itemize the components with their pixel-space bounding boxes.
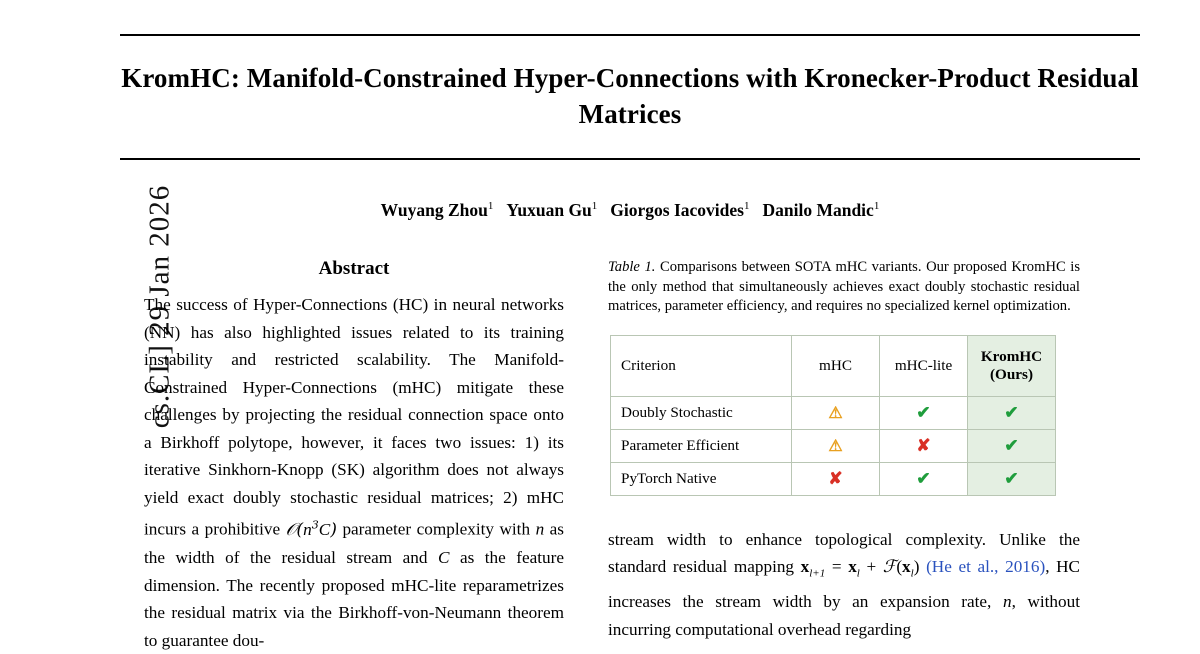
- table-row: [611, 462, 1056, 495]
- abstract-text: [144, 291, 564, 654]
- title-rule-bottom: [120, 158, 1140, 160]
- author: [381, 200, 494, 220]
- cross-icon: ✘: [828, 468, 843, 488]
- right-paragraph-part3: , without incurring computational overhead regarding: [608, 592, 1080, 639]
- right-column-paragraph: [608, 526, 1080, 643]
- check-icon: ✔: [916, 402, 931, 422]
- symbol-n: n: [535, 519, 545, 539]
- symbol-n: n: [1002, 592, 1012, 612]
- table-header-kromhc: [968, 335, 1056, 396]
- table-caption-text: Comparisons between SOTA mHC variants. Our proposed KromHC is the only method that simultaneously achieves exact doubly stochastic residual matrices, parameter efficiency, and requires no specialized kernel optimization.: [608, 259, 1081, 315]
- abstract-paragraph-main: The success of Hyper-Connections (HC) in neural networks (NN) has also highlighted issues related to its training instability and restricted scalability. The Manifold-Constrained Hyper-Connections (mHC) mitigate these challenges by projecting the residual connection space onto a Birkhoff polytope, however, it faces two issues: 1) its iterative Sinkhorn-Knopp (SK) algorithm does not always yield exact doubly stochastic residual matrices; 2) mHC incurs a prohibitive: [144, 295, 564, 539]
- citation-link[interactable]: (He et al., 2016): [926, 557, 1046, 577]
- abstract-tail-mid: as the width of the residual stream and: [144, 519, 564, 568]
- table-caption-label: Table 1.: [608, 259, 656, 275]
- author: [762, 200, 879, 220]
- abstract-complexity-label: parameter complexity with: [342, 519, 531, 539]
- comparison-table: [610, 335, 1056, 496]
- author-list: [120, 200, 1140, 221]
- table-cell-criterion: PyTorch Native: [611, 462, 792, 495]
- author-name: Wuyang Zhou: [380, 200, 488, 220]
- table-cell-mhc: [792, 462, 880, 495]
- table-header-row: [611, 335, 1056, 396]
- check-icon: ✔: [1004, 435, 1019, 455]
- table-row: [611, 429, 1056, 462]
- table-cell-mhc-lite: [880, 462, 968, 495]
- table-cell-mhc: [792, 429, 880, 462]
- author-affiliation-marker: 1: [743, 200, 750, 213]
- abstract-heading: Abstract: [318, 258, 390, 279]
- author-name: Giorgos Iacovides: [610, 200, 744, 220]
- table-cell-mhc: [792, 396, 880, 429]
- table-header-criterion: Criterion: [611, 335, 792, 396]
- warning-icon: ⚠: [828, 404, 843, 422]
- author: [610, 200, 749, 220]
- table-cell-mhc-lite: [880, 429, 968, 462]
- table-header-mhc-lite: mHC-lite: [880, 335, 968, 396]
- warning-icon: ⚠: [828, 437, 843, 455]
- author-name: Yuxuan Gu: [506, 200, 592, 220]
- table-row: [611, 396, 1056, 429]
- author-name: Danilo Mandic: [762, 200, 874, 220]
- title-rule-top: [120, 34, 1140, 36]
- table-cell-criterion: Doubly Stochastic: [611, 396, 792, 429]
- table-cell-mhc-lite: [880, 396, 968, 429]
- table-header: [611, 335, 1056, 396]
- page-title: KromHC: Manifold-Constrained Hyper-Connections with Kronecker-Product Residual Matrices: [121, 63, 1139, 129]
- check-icon: ✔: [1004, 402, 1019, 422]
- arxiv-stamp-text: cs.CL] 29 Jan 2026: [143, 184, 176, 429]
- table-body: [611, 396, 1056, 495]
- table-cell-kromhc: [968, 396, 1056, 429]
- arxiv-stamp: [0, 0, 176, 648]
- check-icon: ✔: [916, 468, 931, 488]
- author: [506, 200, 597, 220]
- table-header-kromhc-ours: (Ours): [989, 365, 1034, 383]
- abstract-tail-end: as the feature dimension. The recently proposed mHC-lite reparametrizes the residual matrix via the Birkhoff-von-Neumann theorem to guarantee dou-: [144, 548, 564, 650]
- cross-icon: ✘: [916, 435, 931, 455]
- paper-page: [100, 0, 1200, 648]
- right-paragraph-part2: , HC increases the stream width by an expansion rate,: [608, 557, 1080, 612]
- table-header-mhc: mHC: [792, 335, 880, 396]
- table-header-kromhc-name: KromHC: [980, 347, 1043, 365]
- symbol-C: C: [438, 548, 450, 568]
- author-affiliation-marker: 1: [487, 200, 494, 213]
- table-caption: [608, 258, 1080, 317]
- right-column: [608, 258, 1080, 643]
- residual-formula: $x_{l+1} = x_l$ + $ℱ(x_l)$: [800, 557, 920, 580]
- abstract-column: [144, 258, 564, 654]
- author-affiliation-marker: 1: [873, 200, 880, 213]
- table-cell-kromhc: [968, 429, 1056, 462]
- table-cell-kromhc: [968, 462, 1056, 495]
- check-icon: ✔: [1004, 468, 1019, 488]
- right-paragraph-part1: stream width to enhance topological complexity. Unlike the standard residual mapping: [608, 529, 1080, 577]
- complexity-formula: $𝒪(n^3C)$: [285, 518, 337, 540]
- author-affiliation-marker: 1: [591, 200, 598, 213]
- table-cell-criterion: Parameter Efficient: [611, 429, 792, 462]
